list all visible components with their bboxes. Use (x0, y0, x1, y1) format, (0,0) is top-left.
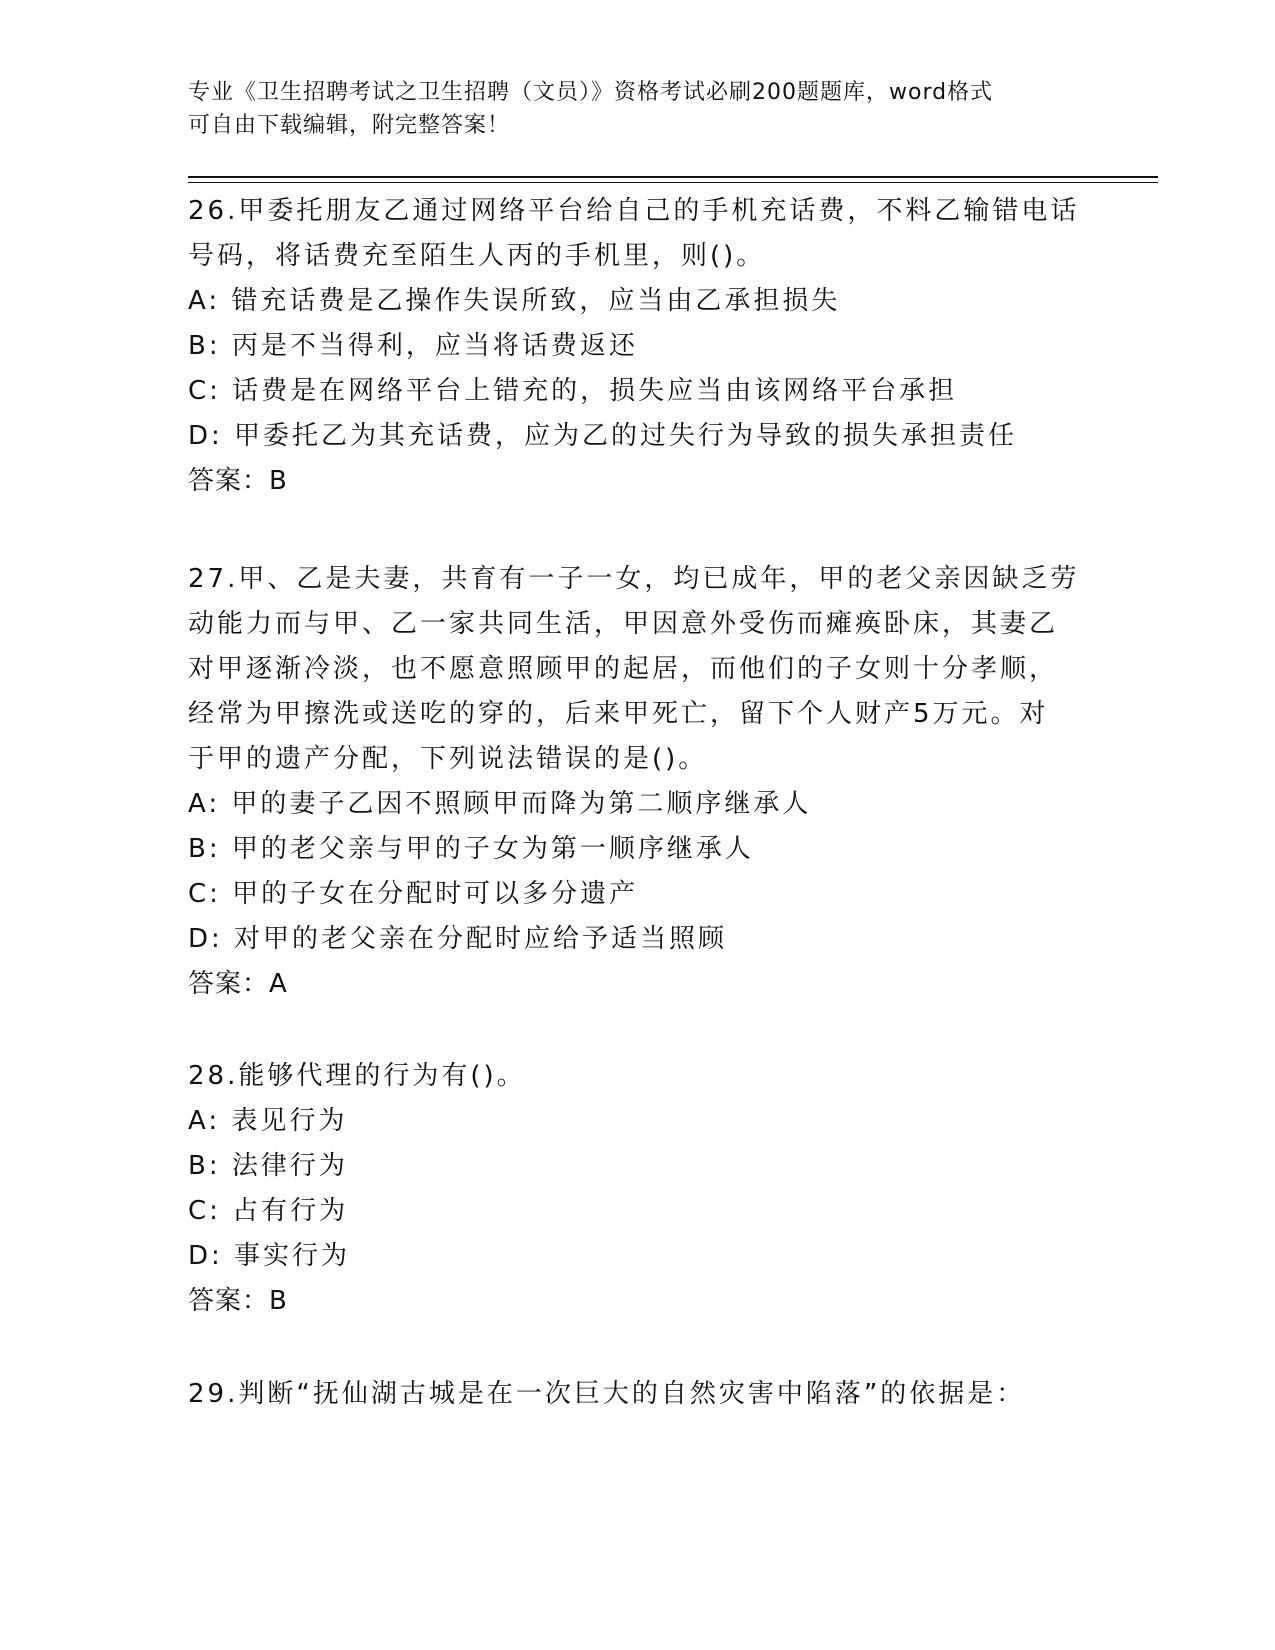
question-stem (188, 189, 1088, 279)
document-header (188, 76, 1088, 142)
answer: 答案：B (188, 466, 288, 496)
answer: 答案：B (188, 1286, 288, 1316)
question-stem (188, 1372, 1088, 1417)
header-line-2: 可自由下载编辑，附完整答案！ (188, 113, 511, 138)
header-line-1: 专业《卫生招聘考试之卫生招聘（文员）》资格考试必刷200题题库，word格式 (188, 80, 994, 105)
answer: 答案：A (188, 969, 288, 999)
question-27 (188, 557, 1088, 1007)
stem-line: 27.甲、乙是夫妻，共育有一子一女，均已成年，甲的老父亲因缺乏劳 (188, 564, 1080, 594)
option-a: A: 表见行为 (188, 1106, 348, 1136)
stem-line: 号码，将话费充至陌生人丙的手机里，则()。 (188, 241, 766, 271)
header-divider-thick (188, 176, 1158, 178)
option-b: B: 法律行为 (188, 1151, 348, 1181)
stem-line: 动能力而与甲、乙一家共同生活，甲因意外受伤而瘫痪卧床，其妻乙 (188, 609, 1059, 639)
option-b: B: 丙是不当得利，应当将话费返还 (188, 331, 638, 361)
option-d: D: 对甲的老父亲在分配时应给予适当照顾 (188, 924, 728, 954)
option-d: D: 事实行为 (188, 1241, 351, 1271)
question-stem (188, 557, 1088, 782)
option-c: C: 占有行为 (188, 1196, 349, 1226)
option-a: A: 错充话费是乙操作失误所致，应当由乙承担损失 (188, 286, 841, 316)
question-26 (188, 189, 1088, 504)
stem-line: 对甲逐渐冷淡，也不愿意照顾甲的起居，而他们的子女则十分孝顺， (188, 654, 1059, 684)
option-c: C: 甲的子女在分配时可以多分遗产 (188, 879, 639, 909)
stem-line: 26.甲委托朋友乙通过网络平台给自己的手机充话费，不料乙输错电话 (188, 196, 1080, 226)
option-c: C: 话费是在网络平台上错充的，损失应当由该网络平台承担 (188, 376, 958, 406)
question-28 (188, 1054, 1088, 1324)
header-divider-thin (188, 182, 1158, 183)
option-d: D: 甲委托乙为其充话费，应为乙的过失行为导致的损失承担责任 (188, 421, 1018, 451)
stem-line: 29.判断“抚仙湖古城是在一次巨大的自然灾害中陷落”的依据是： (188, 1379, 1026, 1409)
stem-line: 于甲的遗产分配，下列说法错误的是()。 (188, 744, 708, 774)
stem-line: 经常为甲擦洗或送吃的穿的，后来甲死亡，留下个人财产5万元。对 (188, 699, 1049, 729)
option-b: B: 甲的老父亲与甲的子女为第一顺序继承人 (188, 834, 754, 864)
stem-line: 28.能够代理的行为有()。 (188, 1061, 526, 1091)
question-stem (188, 1054, 1088, 1099)
option-a: A: 甲的妻子乙因不照顾甲而降为第二顺序继承人 (188, 789, 812, 819)
question-29 (188, 1372, 1088, 1417)
